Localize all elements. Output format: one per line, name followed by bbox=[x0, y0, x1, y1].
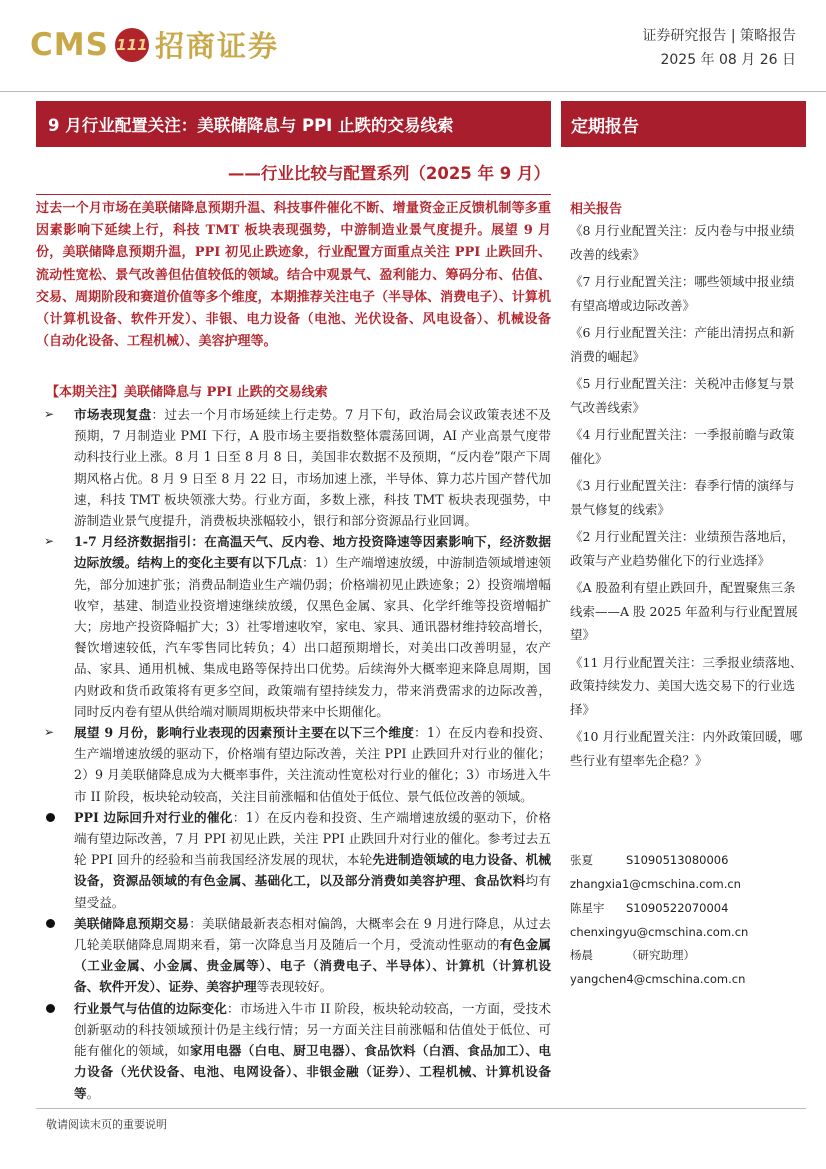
bullet-outlook bbox=[42, 722, 551, 807]
related-report-item[interactable]: 《7 月行业配置关注：哪些领域中报业绩有望高增或边际改善》 bbox=[570, 274, 795, 313]
bullet-text: ：美联储最新表态相对偏鸽，大概率会在 9 月进行降息，从过去几轮美联储降息周期来看，第一次降息当月及随后一个月，受流动性驱动的 bbox=[74, 915, 551, 953]
bullet-head: 展望 9 月份，影响行业表现的因素预计主要在以下三个维度 bbox=[74, 725, 415, 741]
related-report-item[interactable]: 《11 月行业配置关注：三季报业绩落地、政策持续发力、美国大选交易下的行业选择》 bbox=[570, 654, 803, 717]
related-report-item[interactable]: 《10 月行业配置关注：内外政策回暖，哪些行业有望率先企稳？》 bbox=[570, 729, 803, 768]
report-date: 2025 年 08 月 26 日 bbox=[660, 52, 796, 68]
bullet-head: 美联储降息预期交易 bbox=[74, 915, 190, 931]
bullet-text: 均有望受益。 bbox=[74, 873, 552, 910]
analyst-name: 杨晨 bbox=[570, 948, 593, 962]
page-header bbox=[0, 0, 826, 92]
bullet-text: 。 bbox=[86, 1085, 100, 1101]
report-subtitle: ——行业比较与配置系列（2025 年 9 月） bbox=[227, 164, 550, 183]
related-reports bbox=[570, 198, 806, 776]
report-category-text: 定期报告 bbox=[571, 116, 639, 137]
analyst-code: S1090522070004 bbox=[626, 901, 729, 915]
circle-bullet-icon bbox=[46, 919, 55, 928]
related-report-item[interactable]: 《4 月行业配置关注：一季报前瞻与政策催化》 bbox=[570, 427, 795, 466]
bullet-text: ：过去一个月市场延续上行走势。7 月下旬，政治局会议政策表述不及预期，7 月制造业 PMI 下行，A 股市场主要指数整体震荡回调，AI 产业高景气度带动科技行业上涨。8 月 1 日至 8 月 8 日，美国非农数据不及预期，“反内卷”限产下周期风格占优。8 月 9 日至 8 月 22 日，市场加速上涨，半导体、算力芯片国产替代加速，科技 TMT 板块领涨大势。行业方面，多数上涨，科技 TMT 板块表现强势，中游制造业景气度提升，消费板块涨幅较小，银行和部分资源品行业回调。 bbox=[74, 407, 551, 529]
arrow-bullet-icon: ➢ bbox=[44, 534, 55, 549]
abstract-paragraph: 过去一个月市场在美联储降息预期升温、科技事件催化不断、增量资金正反馈机制等多重因素影响下延续上行，科技 TMT 板块表现强势，中游制造业景气度提升。展望 9 月份，美联储降息预期升温，PPI 初见止跌迹象，行业配置方面重点关注 PPI 止跌回升、流动性宽松、景气改善但估值较低的领域。结合中观景气、盈利能力、筹码分布、估值、交易、周期阶段和赛道价值等多个维度，本期推荐关注电子（半导体、消费电子）、计算机（计算机设备、软件开发）、非银、电力设备（电池、光伏设备、风电设备）、机械设备（自动化设备、工程机械）、美容护理等。 bbox=[36, 201, 551, 350]
header-meta bbox=[642, 24, 796, 72]
related-report-item[interactable]: 《6 月行业配置关注：产能出清拐点和新消费的崛起》 bbox=[570, 325, 795, 364]
bullet-text: ：1）生产端增速放缓，中游制造领域增速领先，部分加速扩张；消费品制造业生产端仍弱；价格端初见止跌迹象；2）投资端增幅收窄，基建、制造业投资增速继续放缓，仅黑色金属、家具、化学纤维等投资增幅扩大；房地产投资降幅扩大；3）社零增速收窄，家电、家具、通讯器材维持较高增长，餐饮增速较低，汽车零售同比转负；4）出口超预期增长，对美出口改善明显，农产品、家具、通用机械、集成电路等保持出口优势。后续海外大概率迎来降息周期，国内财政和货币政策将有更多空间，政策端有望持续发力，带来消费需求的边际改善，同时反内卷有望从供给端对顺周期板块带来中长期催化。 bbox=[74, 555, 551, 719]
analyst-2-email[interactable]: chenxingyu@cmschina.com.cn bbox=[570, 925, 749, 939]
analyst-code: S1090513080006 bbox=[626, 853, 729, 867]
related-report-item[interactable]: 《A 股盈利有望止跌回升，配置聚焦三条线索——A 股 2025 年盈利与行业配置展望》 bbox=[570, 580, 798, 642]
analyst-role: （研究助理） bbox=[626, 948, 695, 962]
analyst-2 bbox=[570, 900, 810, 916]
analyst-3 bbox=[570, 947, 810, 963]
subtitle-divider bbox=[36, 194, 551, 195]
bullet-head: 1-7 月经济数据指引：在高温天气、反内卷、地方投资降速等因素影响下，经济数据边际放缓。结构上的变化主要有以下几点 bbox=[74, 534, 551, 571]
bullet-list bbox=[42, 404, 551, 1104]
report-category-tag bbox=[561, 101, 806, 147]
bullet-head: 行业景气与估值的边际变化 bbox=[74, 1000, 227, 1016]
logo-company-name: 招商证券 bbox=[154, 29, 279, 63]
doc-type: 证券研究报告 | 策略报告 bbox=[642, 28, 796, 44]
related-report-item[interactable]: 《3 月行业配置关注：春季行情的演绎与景气修复的线索》 bbox=[570, 478, 795, 517]
related-report-item[interactable]: 《2 月行业配置关注：业绩预告落地后，政策与产业趋势催化下的行业选择》 bbox=[570, 529, 795, 568]
analyst-1-email[interactable]: zhangxia1@cmschina.com.cn bbox=[570, 877, 741, 891]
bullet-bold-text: 先进制造领域的电力设备、机械设备，资源品领域的有色金属、基础化工，以及部分消费如美容护理、食品饮料 bbox=[74, 852, 552, 889]
logo-cms-text: CMS bbox=[30, 26, 109, 63]
analyst-3-email[interactable]: yangchen4@cmschina.com.cn bbox=[570, 972, 746, 986]
report-title bbox=[36, 101, 551, 147]
bullet-bold-text: 家用电器（白电、厨卫电器）、食品饮料（白酒、食品加工）、电力设备（光伏设备、电池、电网设备）、非银金融（证券）、工程机械、计算机设备等 bbox=[74, 1043, 551, 1101]
arrow-bullet-icon: ➢ bbox=[44, 407, 55, 421]
focus-heading: 【本期关注】美联储降息与 PPI 止跌的交易线索 bbox=[46, 385, 328, 400]
bullet-head: 市场表现复盘 bbox=[74, 407, 152, 422]
arrow-bullet-icon: ➢ bbox=[44, 725, 55, 740]
bullet-text: ：1）在反内卷和投资、生产端增速放缓的驱动下，价格端有望边际改善，7 月 PPI 初见止跌，关注 PPI 止跌回升对行业的催化。参考过去五轮 PPI 回升的经验和当前我国经济发展的现状，本轮 bbox=[74, 809, 551, 868]
bullet-economic-data bbox=[42, 531, 551, 722]
bullet-text: ：1）在反内卷和投资、生产端增速放缓的驱动下，价格端有望边际改善，关注 PPI 止跌回升对行业的催化；2）9 月美联储降息成为大概率事件，关注流动性宽松对行业的催化；3）市场进入牛市 II 阶段，板块轮动较高，关注目前涨幅和估值处于低位、景气低位改善的领域。 bbox=[74, 725, 551, 804]
related-report-item[interactable]: 《5 月行业配置关注：关税冲击修复与景气改善线索》 bbox=[570, 376, 795, 415]
report-title-text: 9 月行业配置关注：美联储降息与 PPI 止跌的交易线索 bbox=[48, 116, 454, 135]
bullet-bold-text: 有色金属（工业金属、小金属、贵金属等）、电子（消费电子、半导体）、计算机（计算机设备、软件开发）、证券、美容护理 bbox=[74, 937, 552, 995]
circle-bullet-icon bbox=[46, 1004, 55, 1013]
footer-divider bbox=[36, 1108, 806, 1109]
analyst-name: 张夏 bbox=[570, 853, 593, 867]
footer-note: 敬请阅读末页的重要说明 bbox=[46, 1118, 167, 1131]
bullet-head: PPI 边际回升对行业的催化 bbox=[74, 809, 233, 825]
bullet-market-review bbox=[42, 404, 551, 531]
bullet-ppi bbox=[42, 807, 551, 913]
analyst-name: 陈星宇 bbox=[570, 901, 605, 915]
bullet-fed-cut bbox=[42, 913, 551, 998]
logo-badge-icon: 111 bbox=[115, 28, 149, 62]
header-divider bbox=[0, 91, 826, 92]
bullet-valuation bbox=[42, 998, 551, 1104]
bullet-text: ：市场进入牛市 II 阶段，板块轮动较高，一方面，受技术创新驱动的科技领域预计仍是主线行情；另一方面关注目前涨幅和估值处于低位、可能有催化的领域，如 bbox=[74, 1000, 551, 1059]
related-heading: 相关报告 bbox=[570, 202, 623, 217]
circle-bullet-icon bbox=[46, 813, 55, 822]
related-report-item[interactable]: 《8 月行业配置关注：反内卷与中报业绩改善的线索》 bbox=[570, 223, 795, 262]
cms-logo bbox=[30, 24, 279, 65]
analyst-1 bbox=[570, 852, 810, 868]
bullet-text: 等表现较好。 bbox=[256, 979, 333, 995]
